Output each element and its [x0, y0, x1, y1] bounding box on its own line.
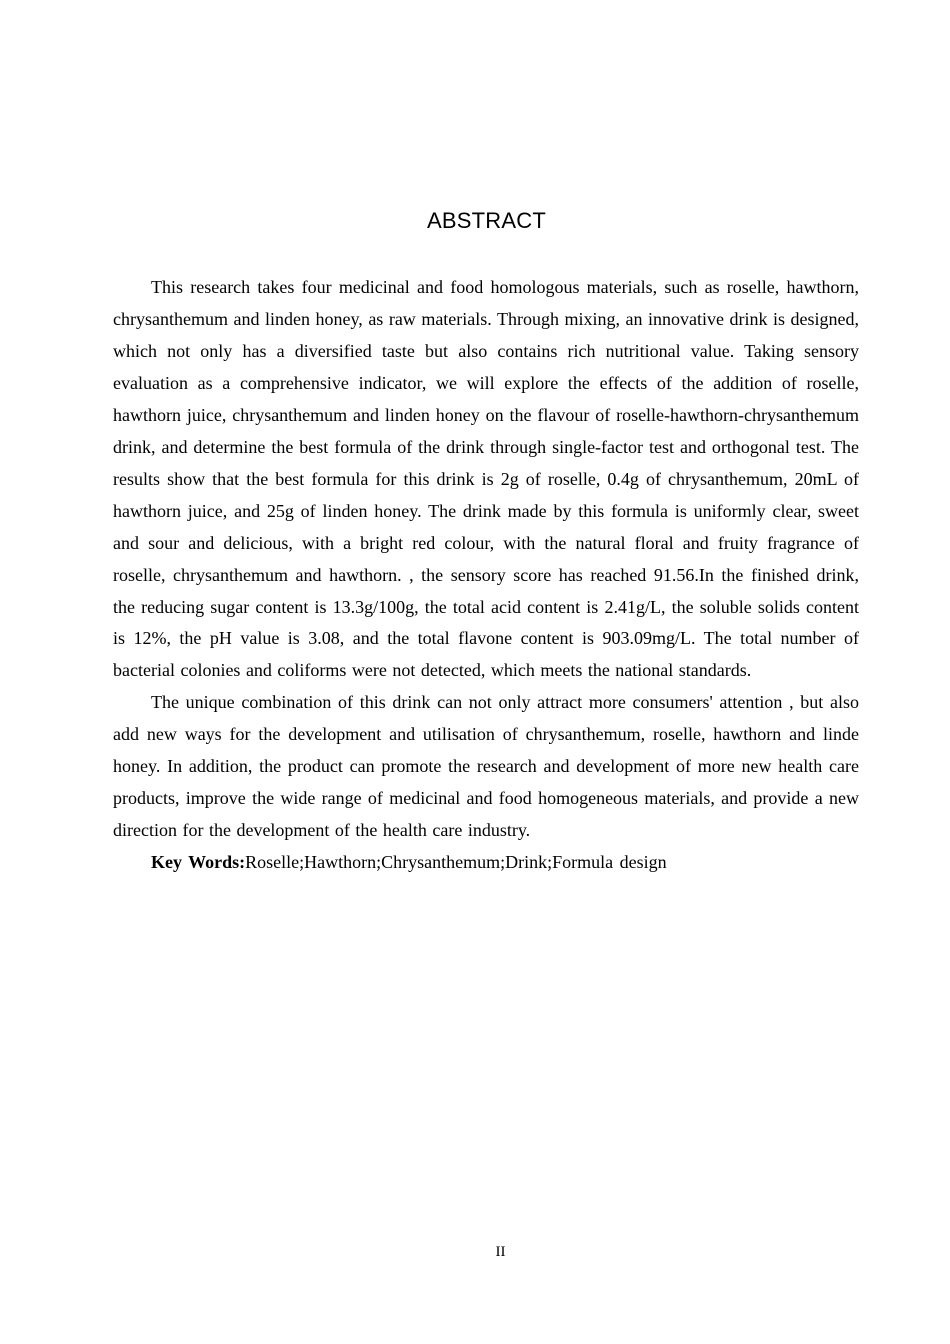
keywords-line: [113, 847, 859, 879]
abstract-paragraph-1: This research takes four medicinal and food homologous materials, such as roselle, hawthorn, chrysanthemum and linden honey, as raw materials. Through mixing, an innovative drink is designed, which not only has a diversified taste but also contains rich nutritional value. Taking sensory evaluation as a comprehensive indicator, we will explore the effects of the addition of roselle, hawthorn juice, chrysanthemum and linden honey on the flavour of roselle-hawthorn-chrysanthemum drink, and determine the best formula of the drink through single-factor test and orthogonal test. The results show that the best formula for this drink is 2g of roselle, 0.4g of chrysanthemum, 20mL of hawthorn juice, and 25g of linden honey. The drink made by this formula is uniformly clear, sweet and sour and delicious, with a bright red colour, with the natural floral and fruity fragrance of roselle, chrysanthemum and hawthorn. , the sensory score has reached 91.56.In the finished drink, the reducing sugar content is 13.3g/100g, the total acid content is 2.41g/L, the soluble solids content is 12%, the pH value is 3.08, and the total flavone content is 903.09mg/L. The total number of bacterial colonies and coliforms were not detected, which meets the national standards.: [113, 277, 859, 681]
abstract-paragraph-2: The unique combination of this drink can not only attract more consumers' attention , but also add new ways for the development and utilisation of chrysanthemum, roselle, hawthorn and linde honey. In addition, the product can promote the research and development of more new health care products, improve the wide range of medicinal and food homogeneous materials, and provide a new direction for the development of the health care industry.: [113, 692, 859, 841]
keywords-label: Key Words:: [151, 852, 246, 873]
abstract-title: ABSTRACT: [427, 208, 546, 233]
page-number: II: [495, 1244, 506, 1260]
abstract-body: [113, 272, 859, 879]
keywords-value: Roselle;Hawthorn;Chrysanthemum;Drink;Formula design: [245, 852, 667, 873]
